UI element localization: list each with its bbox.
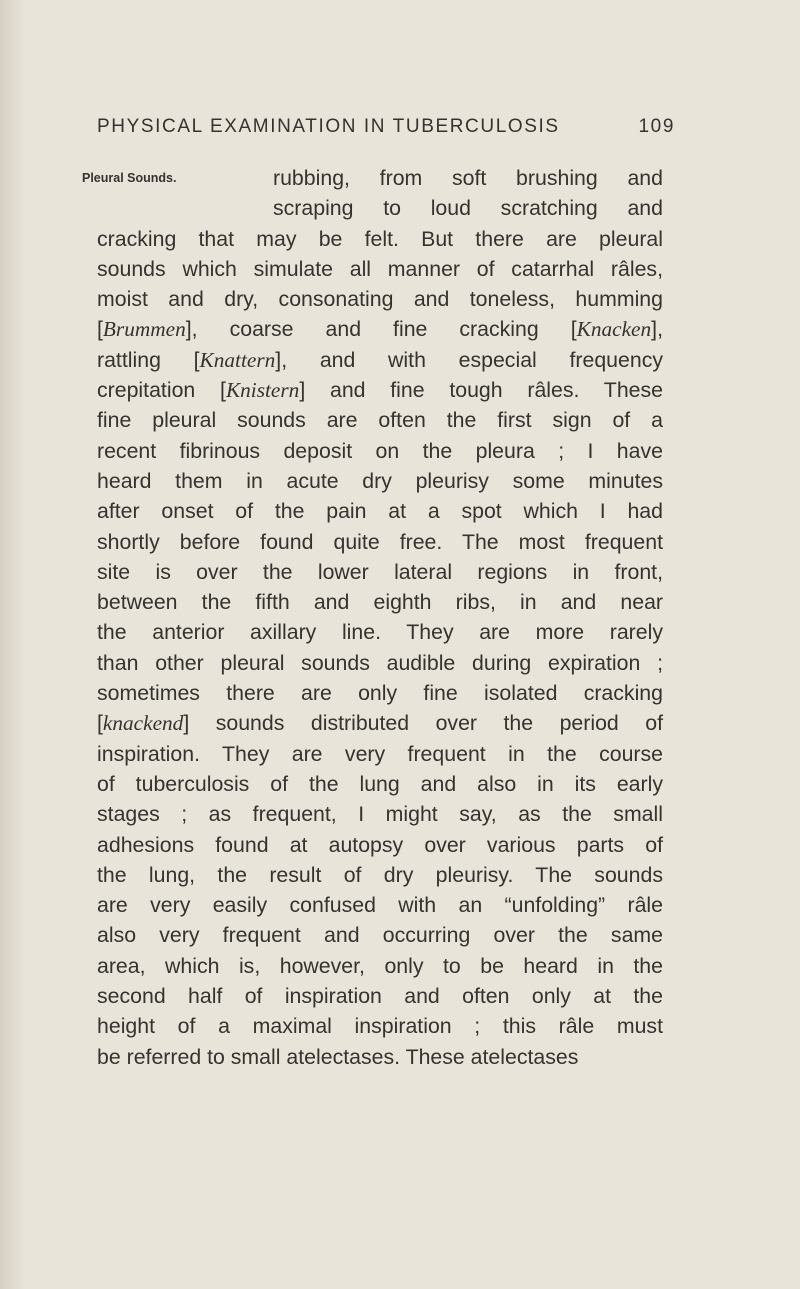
text-line: [knackend] sounds distributed over the period of [97,711,663,736]
text-line: cracking that may be felt. But there are pleural [97,226,663,251]
text-line: shortly before found quite free. The most frequent [97,529,663,554]
text-line: crepitation [Knistern] and fine tough râles. These [97,378,663,403]
running-head-title: PHYSICAL EXAMINATION IN TUBERCULOSIS [97,116,560,137]
text-line: than other pleural sounds audible during expiration ; [97,650,663,675]
body-text [97,224,663,1072]
german-term: Knattern [199,347,276,372]
text-line: rattling [Knattern], and with especial frequency [97,347,663,372]
text-line: rubbing, from soft brushing and [273,166,663,190]
text-line: sometimes there are only fine isolated cracking [97,681,663,706]
text-line: be referred to small atelectases. These atelectases [97,1044,579,1069]
page-gutter-shadow [0,0,26,1289]
margin-note: Pleural Sounds. [82,171,177,185]
text-line: inspiration. They are very frequent in the course [97,741,663,766]
text-line: also very frequent and occurring over the same [97,923,663,948]
text-line: [Brummen], coarse and fine cracking [Knacken], [97,317,663,342]
german-term: Knistern [225,378,300,403]
text-line: fine pleural sounds are often the first sign of a [97,408,663,433]
text-line: scraping to loud scratching and [273,196,663,221]
running-head [97,116,675,138]
text-line: heard them in acute dry pleurisy some minutes [97,468,663,493]
text-line: adhesions found at autopsy over various parts of [97,832,663,857]
text-line: between the fifth and eighth ribs, in and near [97,590,663,615]
text-line: moist and dry, consonating and toneless, humming [97,287,663,312]
text-line: of tuberculosis of the lung and also in its early [97,771,663,796]
text-line: stages ; as frequent, I might say, as the small [97,802,663,827]
text-line: the anterior axillary line. They are more rarely [97,620,663,645]
text-line: recent fibrinous deposit on the pleura ; I have [97,438,663,463]
text-line: after onset of the pain at a spot which I had [97,499,663,524]
text-line: area, which is, however, only to be heard in the [97,953,663,978]
text-line: site is over the lower lateral regions in front, [97,559,663,584]
text-line: height of a maximal inspiration ; this râle must [97,1014,663,1039]
german-term: Knacken [576,317,652,342]
text-line: second half of inspiration and often only at the [97,984,663,1009]
text-line: the lung, the result of dry pleurisy. The sounds [97,862,663,887]
german-term: Brummen [102,317,186,342]
indented-paragraph-start [273,163,663,224]
text-line: sounds which simulate all manner of catarrhal râles, [97,256,663,281]
page-number: 109 [638,116,675,137]
german-term: knackend [102,711,184,736]
text-line: are very easily confused with an “unfolding” râle [97,893,663,918]
